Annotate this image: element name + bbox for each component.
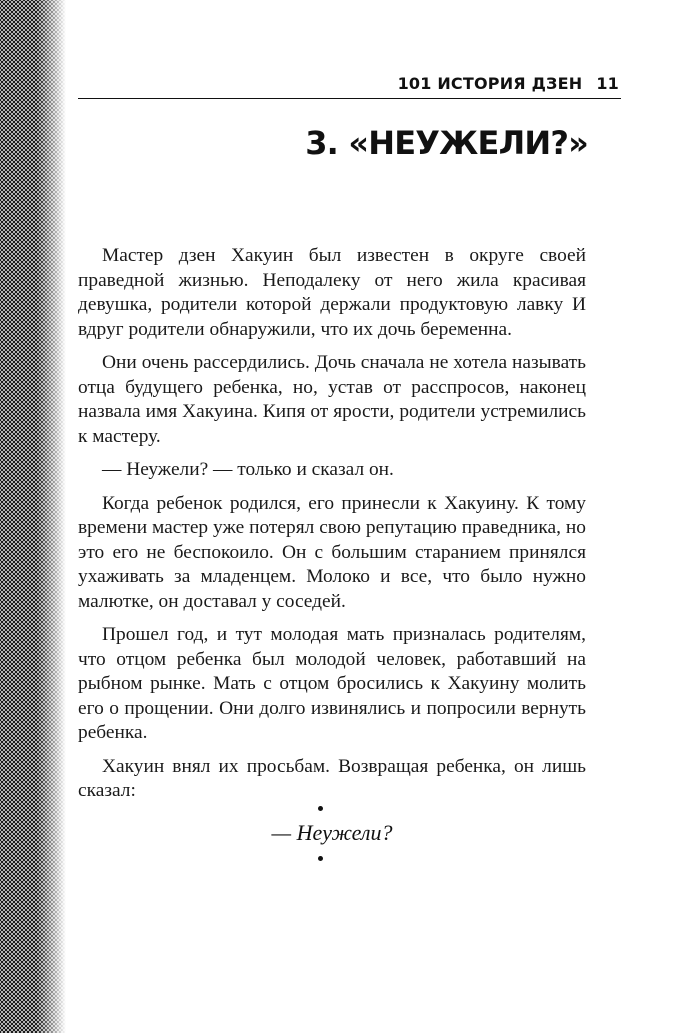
paragraph: Прошел год, и тут молодая мать призналась родителям, что отцом ребенка был молодой человек, работавший на рыбном рынке. Мать с отцом бросились к Хакуину молить его о прощении. Они долго извинялись и попросили вернуть ребенка.	[78, 624, 586, 743]
closing-line: — Неужели?	[271, 820, 393, 845]
paragraph: Когда ребенок родился, его принесли к Хакуину. К тому времени мастер уже потерял свою репутацию праведника, но это его не беспокоило. Он с большим старанием принялся ухаживать за младенцем. Молоко и все, что было нужно малютке, он доставал у соседей.	[78, 492, 586, 612]
ornament-dot-bottom	[318, 856, 323, 861]
paragraph: Они очень рассердились. Дочь сначала не хотела называть отца будущего ребенка, но, устав от расспросов, наконец назвала имя Хакуина. Кипя от ярости, родители устремились к мастеру.	[78, 352, 586, 447]
header-rule	[78, 98, 621, 99]
running-title: 101 ИСТОРИЯ ДЗЕН	[397, 74, 583, 93]
ornament-dot-top	[318, 806, 323, 811]
story-body	[78, 244, 586, 813]
paragraph: Хакуин внял их просьбам. Возвращая ребенка, он лишь сказал:	[78, 755, 586, 801]
paragraph: Мастер дзен Хакуин был известен в округе своей праведной жизнью. Неподалеку от него жила красивая девушка, родители которой держали продуктовую лавку И вдруг родители обнаружили, что их дочь беременна.	[78, 245, 586, 340]
running-header	[398, 74, 619, 93]
paragraph: — Неужели? — только и сказал он.	[102, 459, 394, 480]
page-number: 11	[596, 74, 619, 93]
chapter-title: 3. «НЕУЖЕЛИ?»	[305, 124, 588, 162]
halftone-page-edge	[0, 0, 66, 1033]
